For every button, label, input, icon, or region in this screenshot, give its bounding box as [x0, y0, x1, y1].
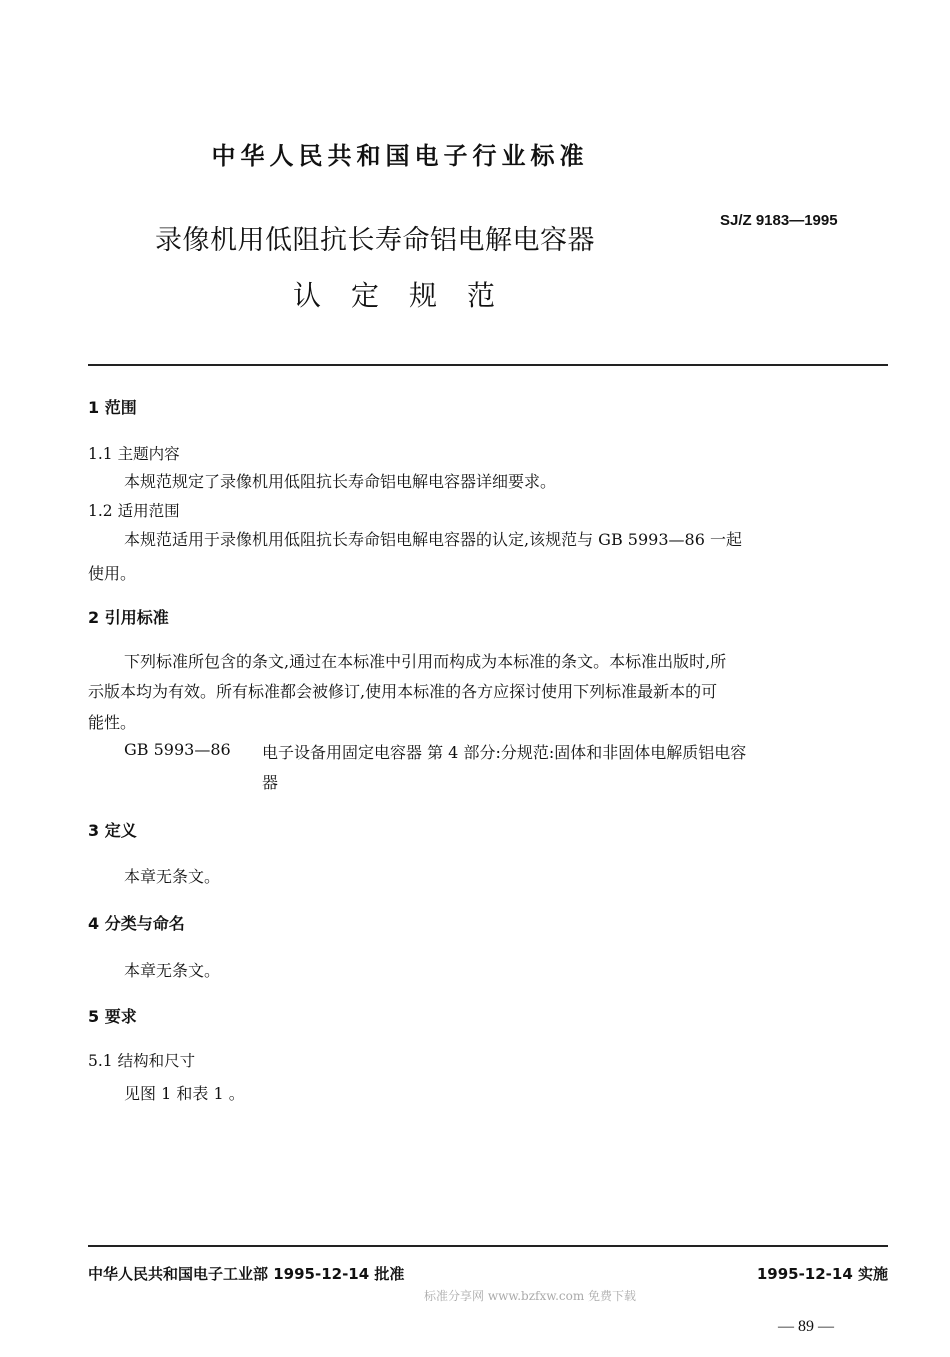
- section-3-text: 本章无条文。: [124, 867, 221, 886]
- section-5-1-heading: 5.1 结构和尺寸: [88, 1052, 196, 1070]
- section-1-2-heading: 1.2 适用范围: [88, 502, 180, 520]
- section-1-heading: 1 范围: [88, 398, 137, 417]
- section-3-heading: 3 定义: [88, 821, 137, 840]
- issuing-body-header: 中华人民共和国电子行业标准: [211, 142, 589, 170]
- section-5-1-text: 见图 1 和表 1 。: [124, 1084, 245, 1103]
- header-divider: [88, 364, 888, 366]
- section-4-heading: 4 分类与命名: [88, 914, 185, 933]
- standard-code: SJ/Z 9183—1995: [720, 212, 838, 229]
- reference-title-line1: 电子设备用固定电容器 第 4 部分:分规范:固体和非固体电解质铝电容: [262, 743, 747, 762]
- section-2-text-line3: 能性。: [88, 713, 137, 732]
- implementation-date: 1995-12-14 实施: [756, 1265, 888, 1283]
- footer-divider: [88, 1245, 888, 1247]
- reference-title-line2: 器: [262, 773, 279, 792]
- document-title-line2: 认定规范: [293, 279, 526, 312]
- section-2-text-line2: 示版本均为有效。所有标准都会被修订,使用本标准的各方应探讨使用下列标准最新本的可: [88, 682, 718, 701]
- section-1-2-text-line1: 本规范适用于录像机用低阻抗长寿命铝电解电容器的认定,该规范与 GB 5993—86 一起: [124, 530, 742, 549]
- reference-code: GB 5993—86: [124, 740, 231, 759]
- section-2-text-line1: 下列标准所包含的条文,通过在本标准中引用而构成为本标准的条文。本标准出版时,所: [124, 652, 727, 671]
- approval-notice: 中华人民共和国电子工业部 1995-12-14 批准: [88, 1265, 405, 1283]
- watermark: 标准分享网 www.bzfxw.com 免费下载: [424, 1289, 637, 1303]
- section-5-heading: 5 要求: [88, 1007, 137, 1026]
- section-1-2-text-line2: 使用。: [88, 564, 137, 583]
- section-1-1-heading: 1.1 主题内容: [88, 445, 180, 463]
- section-2-heading: 2 引用标准: [88, 608, 169, 627]
- page-number: — 89 —: [778, 1318, 834, 1335]
- document-title-line1: 录像机用低阻抗长寿命铝电解电容器: [155, 225, 595, 256]
- section-1-1-text: 本规范规定了录像机用低阻抗长寿命铝电解电容器详细要求。: [124, 472, 557, 491]
- section-4-text: 本章无条文。: [124, 961, 221, 980]
